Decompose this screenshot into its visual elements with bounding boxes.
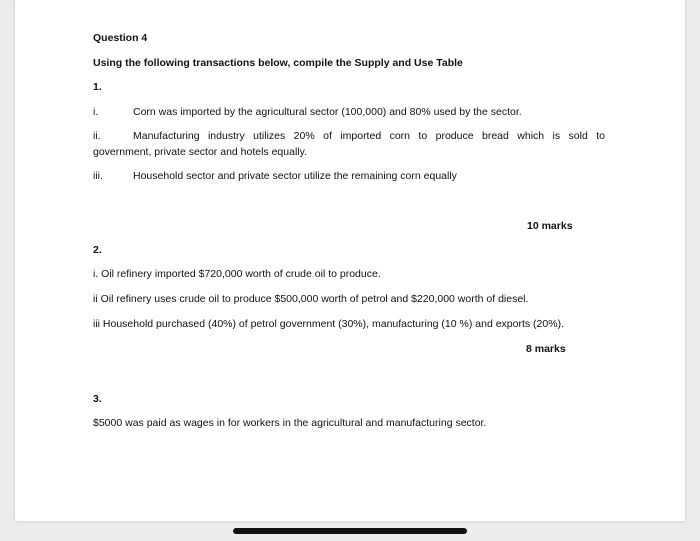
q1-item-1-text: Corn was imported by the agricultural sector (100,000) and 80% used by the sector.: [133, 106, 522, 118]
q1-item-3-text: Household sector and private sector utilize the remaining corn equally: [133, 170, 457, 182]
question-title: Question 4: [93, 32, 148, 44]
q2-marks: 8 marks: [526, 343, 566, 355]
q2-number: 2.: [93, 244, 102, 256]
q3-text: $5000 was paid as wages in for workers in the agricultural and manufacturing sector.: [93, 417, 487, 429]
q1-item-1-marker: i.: [93, 106, 99, 118]
home-indicator[interactable]: [233, 528, 467, 534]
q1-marks: 10 marks: [527, 220, 573, 232]
instruction-heading: Using the following transactions below, compile the Supply and Use Table: [93, 57, 463, 69]
q1-item-2-marker: ii.: [93, 130, 101, 142]
q1-item-2-text-line1: Manufacturing industry utilizes 20% of imported corn to produce bread which is sold to: [133, 130, 605, 142]
q2-line-3: iii Household purchased (40%) of petrol government (30%), manufacturing (10 %) and exports (20%).: [93, 318, 564, 330]
q2-line-1: i. Oil refinery imported $720,000 worth of crude oil to produce.: [93, 268, 381, 280]
document-page: [15, 0, 685, 521]
q1-item-3-marker: iii.: [93, 170, 103, 182]
q1-item-2-text-line2: government, private sector and hotels equally.: [93, 146, 308, 158]
q2-line-2: ii Oil refinery uses crude oil to produce $500,000 worth of petrol and $220,000 worth of diesel.: [93, 293, 529, 305]
q1-number: 1.: [93, 81, 102, 93]
q3-number: 3.: [93, 393, 102, 405]
